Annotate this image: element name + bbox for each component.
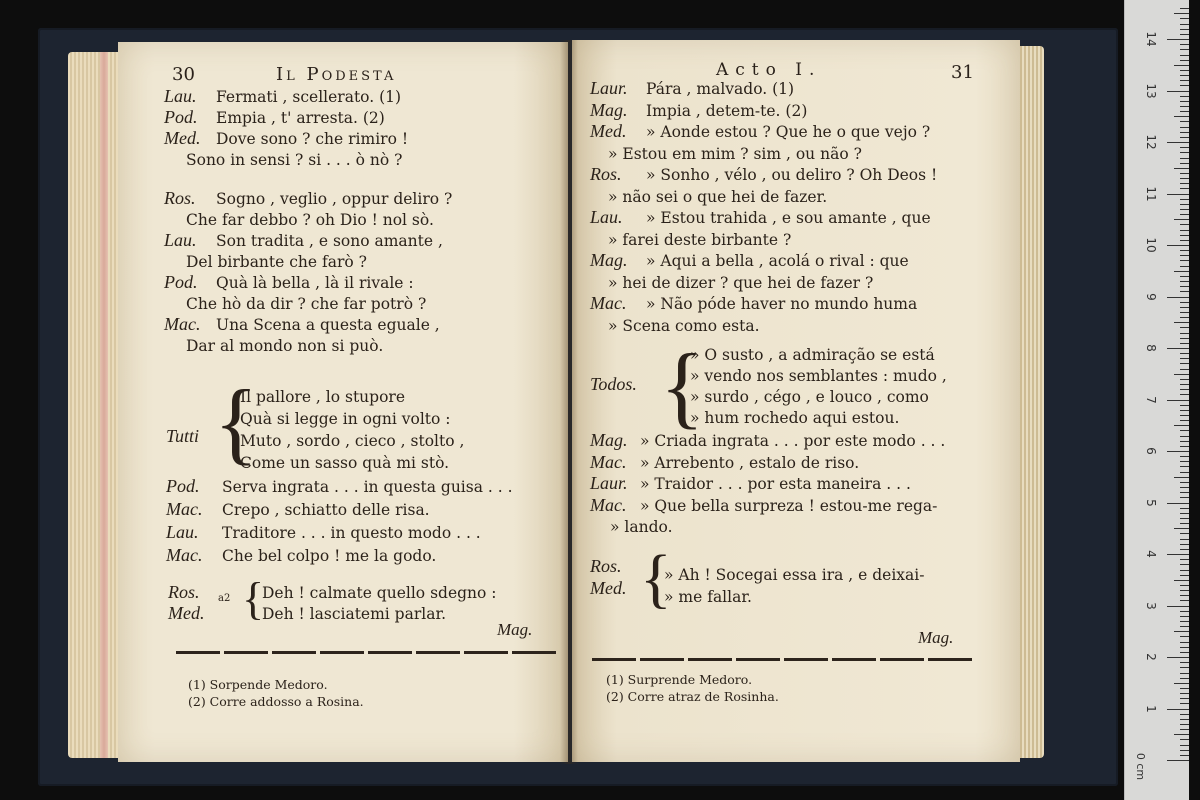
ruler-tick [1174, 271, 1189, 272]
ruler-tick [1180, 745, 1189, 746]
ruler-number: 4 [1144, 550, 1158, 558]
ruler-tick [1180, 199, 1189, 200]
ruler-tick [1180, 214, 1189, 215]
measurement-ruler [1124, 0, 1189, 800]
todos-line: » hum rochedo aqui estou. [690, 409, 900, 427]
dialogue-continuation: Sono in sensi ? si . . . ò nò ? [186, 151, 403, 169]
speaker-label: Mag. [590, 250, 628, 270]
right-page-number: 31 [951, 62, 974, 83]
ruler-number: 7 [1144, 395, 1158, 404]
todos-line: » surdo , cégo , e louco , como [690, 388, 929, 406]
ruler-tick [1167, 657, 1189, 658]
ruler-tick [1180, 688, 1189, 689]
ruler-tick [1180, 394, 1189, 395]
speaker-label: Mac. [166, 545, 203, 565]
tutti-line: Muto , sordo , cieco , stolto , [240, 432, 465, 450]
dialogue-text: » Aonde estou ? Que he o que vejo ? [646, 123, 931, 141]
curly-brace: { [214, 371, 259, 473]
ruler-tick [1180, 585, 1189, 586]
ruler-tick [1174, 322, 1189, 323]
ruler-tick [1180, 369, 1189, 370]
ruler-tick [1180, 539, 1189, 540]
left-catchword: Mag. [497, 620, 533, 639]
left-footnote-1: (1) Sorpende Medoro. [188, 677, 328, 692]
ruler-tick [1180, 230, 1189, 231]
duet-line: » me fallar. [664, 588, 752, 606]
ruler-tick [1180, 678, 1189, 679]
ruler-tick [1180, 183, 1189, 184]
ruler-tick [1180, 379, 1189, 380]
ruler-tick [1180, 410, 1189, 411]
speaker-label: Laur. [590, 473, 628, 493]
ruler-tick [1180, 497, 1189, 498]
ruler-tick [1180, 173, 1189, 174]
speaker-label: Ros. [164, 187, 196, 208]
ruler-tick [1180, 137, 1189, 138]
ruler-tick [1174, 683, 1189, 684]
dialogue-continuation: » lando. [610, 518, 673, 536]
ruler-tick [1180, 44, 1189, 45]
ruler-number: 5 [1144, 498, 1158, 507]
dialogue-text: Son tradita , e sono amante , [216, 231, 443, 250]
ruler-tick [1180, 703, 1189, 704]
ruler-tick [1167, 91, 1189, 92]
ruler-number: 10 [1144, 237, 1158, 253]
ruler-tick [1180, 652, 1189, 653]
ruler-tick [1180, 291, 1189, 292]
ruler-tick [1167, 245, 1189, 246]
ruler-tick [1174, 580, 1189, 581]
left-page-number: 30 [172, 64, 195, 85]
ruler-number [1144, 0, 1158, 8]
book-gutter [560, 40, 578, 764]
ruler-tick [1180, 8, 1189, 9]
speaker-label: Lau. [164, 86, 197, 106]
duet-speaker-1: Ros. [590, 556, 622, 576]
ruler-tick [1167, 709, 1189, 710]
ruler-tick [1180, 719, 1189, 720]
ruler-number: 9 [1144, 292, 1158, 301]
ruler-tick [1180, 224, 1189, 225]
ruler-tick [1180, 178, 1189, 179]
dialogue-continuation: » hei de dizer ? que hei de fazer ? [608, 273, 874, 292]
dialogue-text: » Aqui a bella , acolá o rival : que [646, 252, 909, 270]
ruler-tick [1180, 472, 1189, 473]
ruler-tick [1180, 132, 1189, 133]
ruler-tick [1180, 590, 1189, 591]
dialogue-continuation: Del birbante che farò ? [186, 252, 367, 271]
dialogue-continuation: Dar al mondo non si può. [186, 336, 384, 355]
ruler-tick [1180, 96, 1189, 97]
dialogue-continuation: » farei deste birbante ? [608, 230, 792, 249]
ruler-tick [1180, 260, 1189, 261]
duet-line: Deh ! lasciatemi parlar. [262, 605, 447, 623]
ruler-tick [1180, 739, 1189, 740]
curly-brace: { [640, 542, 672, 615]
dialogue-text: Una Scena a questa eguale , [216, 315, 440, 334]
ruler-tick [1167, 554, 1189, 555]
speaker-label: Mag. [590, 99, 628, 120]
ruler-number: 8 [1144, 344, 1158, 352]
speaker-label: Mac. [590, 494, 627, 515]
left-running-head: Il Podesta [276, 64, 397, 85]
ruler-tick [1180, 611, 1189, 612]
dialogue-text: Pára , malvado. (1) [646, 80, 795, 98]
speaker-label: Mac. [590, 451, 627, 472]
ruler-tick [1180, 600, 1189, 601]
ruler-tick [1180, 209, 1189, 210]
speaker-label: Mac. [164, 313, 201, 334]
todos-line: » O susto , a admiração se está [690, 346, 935, 364]
ruler-tick [1180, 18, 1189, 19]
speaker-label: Pod. [164, 271, 198, 292]
curly-brace: { [660, 335, 705, 437]
ruler-tick [1180, 446, 1189, 447]
todos-line: » vendo nos semblantes : mudo , [690, 367, 947, 385]
duet-speaker-2: Med. [590, 578, 627, 598]
tutti-line: Come un sasso quà mi stò. [240, 454, 450, 472]
ruler-tick [1180, 302, 1189, 303]
ruler-number: 3 [1144, 601, 1158, 610]
dialogue-text: » Arrebento , estalo de riso. [640, 453, 860, 472]
todos-speaker: Todos. [590, 374, 637, 394]
ruler-tick [1180, 466, 1189, 467]
ruler-tick [1180, 595, 1189, 596]
ruler-tick [1180, 60, 1189, 61]
left-footnote-rule [176, 651, 556, 654]
ruler-tick [1180, 559, 1189, 560]
ruler-tick [1174, 219, 1189, 220]
ruler-tick [1180, 85, 1189, 86]
dialogue-text: Crepo , schiatto delle risa. [222, 501, 430, 519]
ruler-tick [1167, 503, 1189, 504]
ruler-tick [1180, 75, 1189, 76]
left-page-edges [68, 52, 120, 758]
ruler-tick [1167, 760, 1189, 761]
dialogue-text: Impia , detem-te. (2) [646, 101, 808, 120]
ruler-tick [1180, 513, 1189, 514]
ruler-tick [1180, 570, 1189, 571]
ruler-tick [1180, 158, 1189, 159]
ruler-tick [1180, 575, 1189, 576]
ruler-tick [1167, 39, 1189, 40]
speaker-label: Lau. [164, 229, 197, 250]
dialogue-text: » Que bella surpreza ! estou-me rega- [640, 496, 938, 515]
ruler-tick [1180, 662, 1189, 663]
ruler-tick [1174, 425, 1189, 426]
ruler-tick [1180, 549, 1189, 550]
dialogue-text: Traditore . . . in questo modo . . . [222, 524, 481, 542]
ruler-tick [1180, 673, 1189, 674]
ruler-number: 13 [1144, 82, 1158, 99]
ruler-tick [1180, 250, 1189, 251]
ruler-tick [1180, 127, 1189, 128]
right-footnote-1: (1) Surprende Medoro. [606, 672, 753, 687]
ruler-tick [1174, 734, 1189, 735]
ruler-tick [1167, 194, 1189, 195]
speaker-label: Ros. [590, 164, 622, 184]
duet-line: » Ah ! Socegai essa ira , e deixai- [664, 566, 925, 584]
speaker-label: Mag. [590, 430, 628, 450]
dialogue-text: Dove sono ? che rimiro ! [216, 130, 409, 148]
speaker-label: Laur. [590, 78, 628, 98]
ruler-tick [1180, 106, 1189, 107]
ruler-tick [1180, 266, 1189, 267]
ruler-tick [1180, 327, 1189, 328]
right-catchword: Mag. [918, 628, 954, 647]
ruler-tick [1180, 616, 1189, 617]
ruler-number: 14 [1144, 31, 1158, 47]
ruler-tick [1180, 152, 1189, 153]
ruler-tick [1180, 24, 1189, 25]
ruler-tick [1180, 307, 1189, 308]
ruler-tick [1174, 116, 1189, 117]
ruler-tick [1180, 724, 1189, 725]
ruler-tick [1167, 451, 1189, 452]
ruler-tick [1180, 276, 1189, 277]
ruler-number: 12 [1144, 134, 1158, 150]
ruler-tick [1174, 13, 1189, 14]
dialogue-text: » Estou trahida , e sou amante , que [646, 209, 931, 227]
ruler-tick [1174, 374, 1189, 375]
ruler-tick [1167, 400, 1189, 401]
ruler-tick [1180, 101, 1189, 102]
ruler-tick [1180, 636, 1189, 637]
speaker-label: Lau. [166, 522, 199, 542]
tutti-speaker: Tutti [166, 426, 200, 446]
ruler-tick [1174, 631, 1189, 632]
dialogue-text: Che bel colpo ! me la godo. [222, 547, 437, 565]
ruler-tick [1180, 34, 1189, 35]
ruler-tick [1180, 523, 1189, 524]
ruler-tick [1180, 461, 1189, 462]
ruler-tick [1174, 65, 1189, 66]
ruler-tick [1180, 415, 1189, 416]
tutti-line: Quà si legge in ogni volto : [240, 410, 451, 428]
speaker-label: Med. [590, 121, 627, 141]
ruler-tick [1180, 70, 1189, 71]
ruler-tick [1180, 533, 1189, 534]
ruler-tick [1180, 363, 1189, 364]
ruler-number: 6 [1144, 447, 1158, 455]
duet-mark: a2 [218, 593, 231, 604]
ruler-tick [1180, 729, 1189, 730]
ruler-tick [1180, 714, 1189, 715]
ruler-tick [1180, 286, 1189, 287]
speaker-label: Mac. [590, 293, 627, 313]
right-page-edges [1018, 46, 1044, 758]
speaker-label: Med. [164, 128, 201, 148]
dialogue-text: » Criada ingrata . . . por este modo . . . [640, 432, 946, 450]
dialogue-continuation: » Scena como esta. [608, 316, 760, 335]
ruler-tick [1180, 343, 1189, 344]
ruler-tick [1180, 755, 1189, 756]
speaker-label: Lau. [590, 207, 623, 227]
dialogue-continuation: » Estou em mim ? sim , ou não ? [608, 144, 862, 163]
dialogue-text: » Sonho , vélo , ou deliro ? Oh Deos ! [646, 166, 938, 184]
duet-speaker-2: Med. [168, 603, 205, 623]
ruler-tick [1180, 750, 1189, 751]
ruler-tick [1174, 168, 1189, 169]
ruler-tick [1180, 544, 1189, 545]
ruler-tick [1180, 693, 1189, 694]
ruler-tick [1180, 436, 1189, 437]
ruler-tick [1180, 430, 1189, 431]
curly-brace: { [242, 573, 265, 624]
ruler-number: 1 [1144, 704, 1158, 713]
ruler-tick [1180, 405, 1189, 406]
ruler-tick [1180, 487, 1189, 488]
dialogue-text: » Não póde haver no mundo huma [646, 295, 918, 313]
ruler-tick [1180, 29, 1189, 30]
ruler-tick [1180, 55, 1189, 56]
ruler-tick [1180, 121, 1189, 122]
ruler-tick [1180, 111, 1189, 112]
ruler-tick [1180, 492, 1189, 493]
ruler-tick [1180, 456, 1189, 457]
ruler-tick [1180, 163, 1189, 164]
ruler-tick [1180, 384, 1189, 385]
ruler-tick [1180, 255, 1189, 256]
dialogue-continuation: Che far debbo ? oh Dio ! nol sò. [186, 210, 434, 229]
ruler-tick [1174, 477, 1189, 478]
ruler-tick [1180, 338, 1189, 339]
dialogue-continuation: » não sei o que hei de fazer. [608, 187, 828, 206]
ruler-tick [1180, 626, 1189, 627]
ruler-tick [1167, 297, 1189, 298]
dialogue-text: Fermati , scellerato. (1) [216, 88, 402, 106]
dialogue-text: Empia , t' arresta. (2) [216, 109, 385, 127]
dialogue-text: Quà là bella , là il rivale : [216, 273, 414, 292]
ruler-tick [1180, 358, 1189, 359]
left-footnote-2: (2) Corre addosso a Rosina. [188, 694, 364, 709]
red-page-edge-stain [100, 52, 108, 758]
ruler-tick [1180, 240, 1189, 241]
ruler-tick [1180, 698, 1189, 699]
ruler-tick [1180, 441, 1189, 442]
ruler-tick [1180, 642, 1189, 643]
ruler-tick [1180, 621, 1189, 622]
ruler-tick [1180, 312, 1189, 313]
ruler-tick [1180, 389, 1189, 390]
ruler-tick [1180, 204, 1189, 205]
duet-line: Deh ! calmate quello sdegno : [262, 584, 497, 602]
right-footnote-rule [592, 658, 972, 661]
ruler-tick [1180, 281, 1189, 282]
ruler-number: 11 [1144, 185, 1158, 202]
ruler-tick [1180, 518, 1189, 519]
ruler-tick [1180, 667, 1189, 668]
ruler-tick [1180, 333, 1189, 334]
ruler-tick [1180, 188, 1189, 189]
ruler-tick [1180, 80, 1189, 81]
ruler-tick [1174, 528, 1189, 529]
ruler-tick [1180, 317, 1189, 318]
ruler-tick [1180, 647, 1189, 648]
tutti-line: Il pallore , lo stupore [240, 388, 405, 406]
dialogue-continuation: Che hò da dir ? che far potrò ? [186, 294, 427, 313]
dialogue-text: Sogno , veglio , oppur deliro ? [216, 189, 453, 208]
ruler-tick [1180, 420, 1189, 421]
duet-speaker-1: Ros. [168, 582, 200, 602]
ruler-unit-label: 0 cm [1134, 752, 1148, 781]
ruler-tick [1180, 235, 1189, 236]
ruler-tick [1180, 482, 1189, 483]
speaker-label: Mac. [166, 499, 203, 519]
right-footnote-2: (2) Corre atraz de Rosinha. [606, 689, 779, 704]
ruler-tick [1180, 508, 1189, 509]
speaker-label: Pod. [166, 476, 200, 496]
ruler-tick [1180, 353, 1189, 354]
speaker-label: Pod. [164, 107, 198, 127]
ruler-tick [1167, 606, 1189, 607]
ruler-tick [1180, 147, 1189, 148]
ruler-tick [1180, 49, 1189, 50]
right-running-head: Acto I. [716, 60, 822, 80]
ruler-tick [1167, 142, 1189, 143]
ruler-tick [1167, 348, 1189, 349]
dialogue-text: » Traidor . . . por esta maneira . . . [640, 475, 911, 493]
dialogue-text: Serva ingrata . . . in questa guisa . . . [222, 478, 513, 496]
ruler-tick [1180, 564, 1189, 565]
ruler-number: 2 [1144, 653, 1158, 661]
